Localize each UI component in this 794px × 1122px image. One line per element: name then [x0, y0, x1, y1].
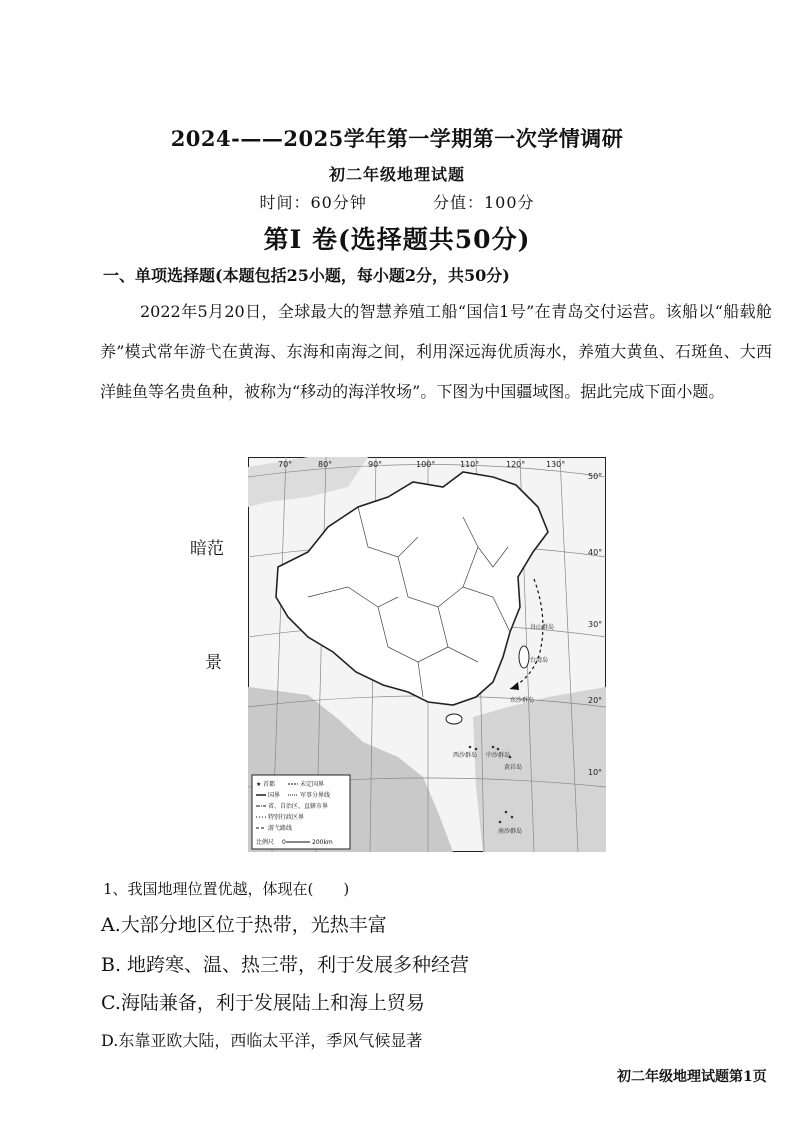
side-label-2: 景	[205, 653, 222, 673]
lon-120: 120°	[506, 460, 526, 469]
lon-130: 130°	[546, 460, 566, 469]
place-xisha: 西沙群岛	[453, 752, 478, 759]
lat-50: 50°	[588, 472, 603, 481]
lon-100: 100°	[416, 460, 436, 469]
exam-title: 2024-——2025学年第一学期第一次学情调研	[170, 126, 624, 151]
lon-90: 90°	[368, 460, 383, 469]
lon-110: 110°	[460, 460, 480, 469]
legend-military: 军事分界线	[300, 792, 331, 799]
lat-40: 40°	[588, 548, 603, 557]
legend-capital: 首都	[263, 781, 276, 788]
map-legend	[252, 775, 350, 849]
option-a: A.大部分地区位于热带，光热丰富	[101, 914, 387, 936]
question-stem: 1、我国地理位置优越，体现在( )	[103, 880, 350, 898]
place-zhongsha: 中沙群岛	[486, 752, 511, 759]
legend-sar: 特别行政区界	[268, 814, 305, 821]
exam-subtitle: 初二年级地理试题	[328, 165, 465, 184]
legend-border: 国界	[268, 792, 281, 799]
china-territory-map	[248, 457, 606, 852]
option-c: C.海陆兼备，利于发展陆上和海上贸易	[101, 992, 425, 1014]
exam-meta	[0, 190, 794, 213]
place-nansha: 南沙群岛	[498, 828, 523, 835]
place-zhoushan: 舟山群岛	[530, 624, 555, 631]
exam-time: 时间：60分钟	[259, 193, 367, 212]
exam-score: 分值：100分	[432, 193, 535, 212]
option-b: B. 地跨寒、温、热三带，利于发展多种经营	[101, 954, 470, 976]
place-taiwan: 台湾岛	[530, 657, 549, 664]
lat-10: 10°	[588, 768, 603, 777]
place-huangyan: 黄岩岛	[504, 764, 523, 771]
lon-80: 80°	[318, 460, 333, 469]
section-title: 一、单项选择题(本题包括25小题，每小题2分，共50分)	[103, 266, 510, 285]
volume-title: 第I 卷(选择题共50分)	[263, 225, 531, 254]
lat-30: 30°	[588, 620, 603, 629]
option-d: D.东靠亚欧大陆，西临太平洋，季风气候显著	[101, 1031, 423, 1050]
svg-text:★: ★	[256, 781, 262, 788]
scale-label: 比例尺	[256, 839, 275, 846]
legend-undetermined: 未定国界	[300, 781, 325, 788]
place-dongsha: 东沙群岛	[510, 697, 535, 704]
legend-province: 省、自治区、直辖市界	[268, 803, 329, 810]
legend-route: 游弋路线	[268, 825, 293, 832]
page-footer: 初二年级地理试题第1页	[617, 1069, 767, 1085]
lon-70: 70°	[278, 460, 293, 469]
lat-20: 20°	[588, 696, 603, 705]
passage-text: 2022年5月20日，全球最大的智慧养殖工船“国信1号”在青岛交付运营。该船以“船载舱养”模式常年游弋在黄海、东海和南海之间，利用深远海优质海水，养殖大黄鱼、石斑鱼、大西洋鲑鱼等名贵鱼种，被称为“移动的海洋牧场”。下图为中国疆域图。据此完成下面小题。	[100, 302, 772, 401]
scale-zero: 0	[282, 839, 286, 846]
side-label-1: 暗范	[190, 539, 224, 559]
scale-value: 200km	[312, 839, 333, 846]
